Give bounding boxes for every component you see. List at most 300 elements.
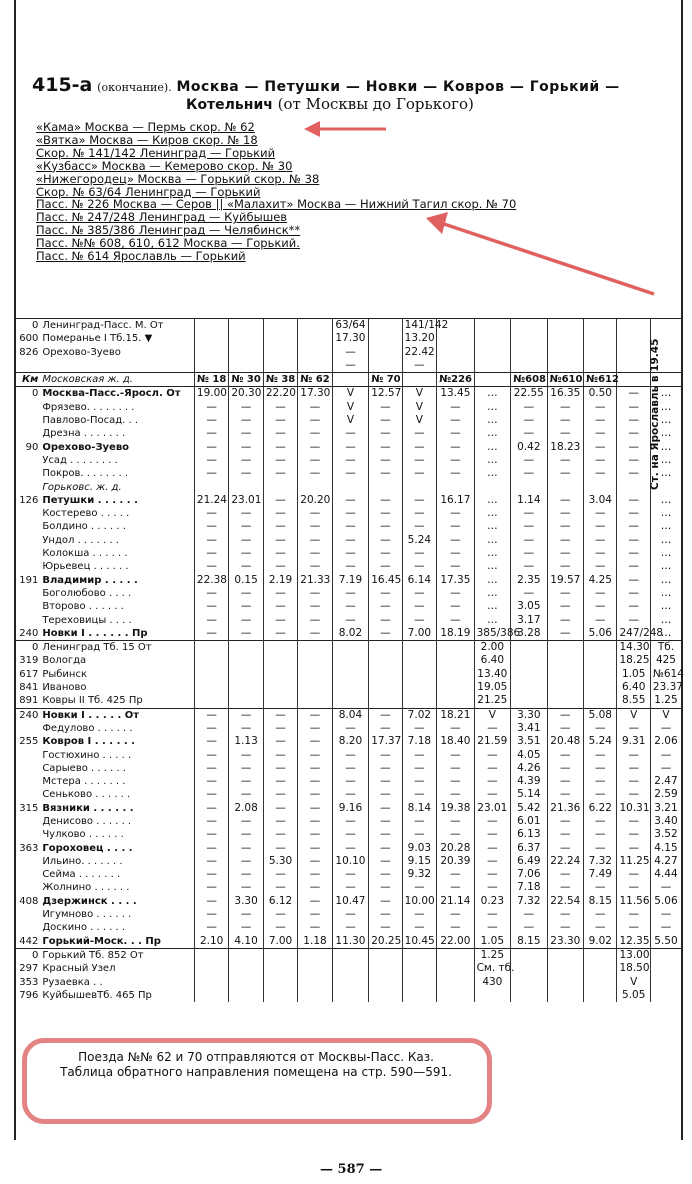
time-cell [511,319,547,333]
time-cell [263,962,297,975]
footnote-line-2: Таблица обратного направления помещена на стр. 590—591. [60,1065,452,1079]
time-cell: — [437,749,475,762]
time-cell [547,681,583,694]
time-cell: — [332,587,368,600]
time-cell: … [650,387,681,401]
time-cell: 17.35 [437,574,475,587]
time-cell [402,989,436,1002]
time-cell [298,976,332,989]
time-cell: — [369,427,402,440]
time-cell: 23.01 [474,802,510,815]
time-cell: — [194,895,228,908]
station-cell: Федулово . . . . . . [42,722,133,734]
table-row [16,454,681,467]
time-cell: — [332,427,368,440]
time-cell: — [547,614,583,627]
km-cell [16,828,40,841]
time-cell [437,948,475,962]
time-cell [194,681,228,694]
time-cell [263,654,297,667]
km-cell [16,587,40,600]
time-cell [369,481,402,494]
km-cell [16,534,40,547]
time-cell [402,654,436,667]
km-cell [16,762,40,775]
time-cell: — [584,560,617,573]
km-cell [16,815,40,828]
km-cell [16,467,40,480]
time-cell: 11.25 [617,855,650,868]
time-cell: 20.30 [229,387,263,401]
time-cell [298,989,332,1002]
time-cell [229,359,263,373]
time-cell: — [298,921,332,934]
time-cell: — [229,587,263,600]
time-cell: 10.00 [402,895,436,908]
table-row [16,481,681,494]
time-cell: V [332,414,368,427]
time-cell: — [369,762,402,775]
time-cell: — [263,401,297,414]
km-cell: 353 [19,976,39,988]
time-cell [511,962,547,975]
time-cell [584,346,617,359]
time-cell [547,989,583,1002]
timetable-grid [16,318,684,1002]
station-cell: Павлово-Посад. . . [42,415,139,427]
time-cell [332,654,368,667]
time-cell: — [229,788,263,801]
time-cell: — [547,868,583,881]
time-cell: — [511,908,547,921]
time-cell: … [474,441,510,454]
time-cell: — [194,815,228,828]
time-cell: 20.28 [437,842,475,855]
time-cell: — [263,722,297,735]
time-cell: — [369,908,402,921]
time-cell: — [511,427,547,440]
time-cell: — [474,842,510,855]
time-cell: — [369,722,402,735]
time-cell: — [369,868,402,881]
time-cell: 22.38 [194,574,228,587]
time-cell: — [263,762,297,775]
time-cell [617,481,650,494]
table-row [16,802,681,815]
time-cell: — [369,881,402,894]
time-cell: — [584,749,617,762]
km-cell [16,454,40,467]
time-cell [617,319,650,333]
time-cell: — [263,441,297,454]
time-cell [369,641,402,655]
railway-header: Московская ж. д. [40,373,194,387]
time-cell: — [263,414,297,427]
table-row [16,948,681,962]
time-cell [402,641,436,655]
table-row [16,441,681,454]
time-cell [511,359,547,373]
time-cell [584,989,617,1002]
time-cell: — [298,547,332,560]
time-cell [194,346,228,359]
time-cell: — [332,520,368,533]
time-cell [547,976,583,989]
train-number-header: № 38 [263,373,297,387]
time-cell [584,962,617,975]
train-entry: «Нижегородец» Москва — Горький скор. № 38 [36,171,320,186]
time-cell [511,948,547,962]
time-cell: 21.25 [474,694,510,708]
time-cell: — [263,788,297,801]
time-cell: — [402,775,436,788]
time-cell [298,681,332,694]
time-cell: — [437,441,475,454]
table-row [16,681,681,694]
time-cell: — [584,441,617,454]
route-line-2-bold: Котельнич [186,97,273,113]
time-cell: 7.49 [584,868,617,881]
time-cell: — [402,560,436,573]
time-cell: 9.16 [332,802,368,815]
time-cell: 141/142 [402,319,436,333]
time-cell: 7.00 [402,627,436,641]
time-cell [298,654,332,667]
time-cell: — [369,401,402,414]
time-cell [369,346,402,359]
time-cell: — [194,454,228,467]
time-cell [650,948,681,962]
time-cell: 5.50 [650,935,681,949]
time-cell: 22.20 [263,387,297,401]
time-cell: 5.24 [584,735,617,748]
time-cell: — [617,921,650,934]
km-cell: 319 [19,655,39,667]
time-cell: 7.19 [332,574,368,587]
time-cell [194,332,228,345]
time-cell: … [474,560,510,573]
time-cell [298,962,332,975]
time-cell: — [332,908,368,921]
time-cell: 3.28 [511,627,547,641]
time-cell: — [229,842,263,855]
time-cell: — [263,775,297,788]
time-cell: 18.25 [617,654,650,667]
time-cell: — [298,895,332,908]
time-cell: — [369,828,402,841]
time-cell: — [650,722,681,735]
time-cell: — [617,534,650,547]
station-cell: Второво . . . . . . [42,601,124,613]
time-cell: — [437,427,475,440]
time-cell [194,962,228,975]
time-cell: 22.55 [511,387,547,401]
time-cell: — [263,560,297,573]
table-subtitle [186,95,474,113]
time-cell: 4.39 [511,775,547,788]
time-cell: — [194,828,228,841]
time-cell: — [194,775,228,788]
train-number-header: № 62 [298,373,332,387]
time-cell [437,359,475,373]
train-entry: Скор. № 141/142 Ленинград — Горький [36,145,276,160]
time-cell [617,359,650,373]
time-cell: — [332,762,368,775]
time-cell: … [474,414,510,427]
time-cell [474,346,510,359]
time-cell: 18.40 [437,735,475,748]
time-cell: — [194,855,228,868]
time-cell: … [474,454,510,467]
time-cell: — [369,560,402,573]
table-row [16,935,681,949]
table-row [16,908,681,921]
time-cell: 7.06 [511,868,547,881]
time-cell: — [437,775,475,788]
route-line-2-rest: (от Москвы до Горького) [277,95,474,113]
arrow-icon [300,118,390,140]
time-cell: — [584,467,617,480]
table-row [16,749,681,762]
time-cell: — [547,454,583,467]
time-cell: — [194,587,228,600]
train-entry: «Кузбасс» Москва — Кемерово скор. № 30 [36,158,293,173]
time-cell: V [402,401,436,414]
time-cell: … [650,614,681,627]
table-row [16,708,681,722]
time-cell: 5.06 [650,895,681,908]
time-cell: — [402,427,436,440]
time-cell: — [584,908,617,921]
time-cell: — [584,788,617,801]
time-cell: — [263,881,297,894]
table-row [16,762,681,775]
time-cell [437,976,475,989]
time-cell: 6.01 [511,815,547,828]
train-entry: Пасс. № 614 Ярославль — Горький [36,249,246,264]
time-cell: 0.23 [474,895,510,908]
time-cell: 21.14 [437,895,475,908]
time-cell: — [617,387,650,401]
time-cell: — [298,828,332,841]
time-cell: — [332,494,368,507]
table-row [16,775,681,788]
time-cell: … [474,600,510,613]
time-cell [474,481,510,494]
time-cell: … [650,441,681,454]
time-cell [437,332,475,345]
time-cell: 1.13 [229,735,263,748]
table-row [16,694,681,708]
time-cell: — [547,788,583,801]
station-cell [40,359,194,373]
time-cell: 2.59 [650,788,681,801]
time-cell [263,359,297,373]
time-cell [369,989,402,1002]
time-cell: — [402,749,436,762]
train-number-header: № 18 [194,373,228,387]
time-cell: — [474,775,510,788]
time-cell [369,976,402,989]
train-number-header: № 30 [229,373,263,387]
time-cell: — [332,921,368,934]
time-cell: — [584,722,617,735]
station-cell: Тереховицы . . . . [42,614,132,626]
time-cell: 5.14 [511,788,547,801]
time-cell: — [263,547,297,560]
time-cell [547,332,583,345]
time-cell: — [194,427,228,440]
time-cell: — [617,467,650,480]
station-cell: Гороховец . . . . [42,842,133,854]
time-cell: 9.31 [617,735,650,748]
time-cell [402,962,436,975]
station-cell: Фрязево. . . . . . . . [42,401,135,413]
time-cell: 6.22 [584,802,617,815]
time-cell: — [402,359,436,373]
time-cell: 0.50 [584,387,617,401]
time-cell: 1.05 [617,668,650,681]
station-cell: Чулково . . . . . . [42,829,124,841]
time-cell: — [298,842,332,855]
time-cell: — [229,560,263,573]
time-cell: — [263,749,297,762]
time-cell: — [263,828,297,841]
station-cell: Ильино. . . . . . . [42,855,123,867]
time-cell: 23.01 [229,494,263,507]
station-cell: Боголюбово . . . . [42,587,132,599]
time-cell: 3.04 [584,494,617,507]
time-cell: — [369,775,402,788]
time-cell: — [298,788,332,801]
time-cell: 4.10 [229,935,263,949]
time-cell: 19.00 [194,387,228,401]
time-cell: — [298,749,332,762]
time-cell [332,681,368,694]
time-cell: — [298,881,332,894]
time-cell: — [369,547,402,560]
time-cell: … [650,401,681,414]
time-cell: — [263,842,297,855]
time-cell: 4.15 [650,842,681,855]
time-cell [511,332,547,345]
station-cell: Петушки . . . . . . [42,494,138,506]
time-cell: — [194,467,228,480]
train-number-header [332,373,368,387]
time-cell: — [584,534,617,547]
time-cell: 0.42 [511,441,547,454]
time-cell: — [584,414,617,427]
time-cell: — [369,921,402,934]
time-cell: — [584,762,617,775]
time-cell: — [474,815,510,828]
time-cell: 3.51 [511,735,547,748]
time-cell: 8.02 [332,627,368,641]
time-cell: 5.30 [263,855,297,868]
time-cell [650,962,681,975]
station-cell: Красный Узел [42,963,116,975]
time-cell: — [511,467,547,480]
time-cell [263,681,297,694]
time-cell [402,948,436,962]
time-cell: — [474,921,510,934]
table-row [16,641,681,655]
time-cell: — [298,815,332,828]
time-cell: — [437,454,475,467]
time-cell: … [650,627,681,641]
time-cell: 21.59 [474,735,510,748]
time-cell: — [229,520,263,533]
time-cell: — [332,868,368,881]
time-cell [298,948,332,962]
time-cell: — [229,441,263,454]
time-cell: — [547,507,583,520]
table-row [16,547,681,560]
time-cell [369,359,402,373]
time-cell: — [332,775,368,788]
time-cell: — [584,828,617,841]
time-cell [229,346,263,359]
time-cell: — [402,614,436,627]
time-cell: … [650,494,681,507]
time-cell: — [298,587,332,600]
time-cell [584,654,617,667]
time-cell: — [229,828,263,841]
time-cell [229,668,263,681]
footnote-line-1: Поезда №№ 62 и 70 отправляются от Москвы-Пасс. Каз. [78,1050,434,1064]
time-cell: 14.30 [617,641,650,655]
time-cell: — [402,881,436,894]
km-cell [16,614,40,627]
time-cell [584,481,617,494]
time-cell [369,948,402,962]
table-row [16,989,681,1002]
time-cell [437,681,475,694]
time-cell: — [298,855,332,868]
time-cell: — [332,467,368,480]
time-cell [474,989,510,1002]
time-cell: — [194,600,228,613]
time-cell: 3.30 [511,708,547,722]
km-cell: 826 [19,346,39,358]
km-cell [16,921,40,934]
km-cell [16,547,40,560]
station-cell: Владимир . . . . . [42,574,138,586]
time-cell: — [617,414,650,427]
time-cell [584,332,617,345]
time-cell: — [298,507,332,520]
train-entry: Пасс. № 385/386 Ленинград — Челябинск** [36,223,301,238]
station-cell: Орехово-Зуево [42,346,121,358]
time-cell: — [547,560,583,573]
time-cell: — [437,921,475,934]
time-cell: — [437,722,475,735]
time-cell: — [511,587,547,600]
time-cell: 19.57 [547,574,583,587]
time-cell [194,948,228,962]
time-cell: — [617,560,650,573]
time-cell: 17.30 [332,332,368,345]
table-row [16,654,681,667]
time-cell: … [474,587,510,600]
time-cell: — [584,507,617,520]
time-cell: — [229,454,263,467]
time-cell: — [298,600,332,613]
time-cell: 5.06 [584,627,617,641]
time-cell [474,319,510,333]
table-row [16,976,681,989]
time-cell: — [194,614,228,627]
